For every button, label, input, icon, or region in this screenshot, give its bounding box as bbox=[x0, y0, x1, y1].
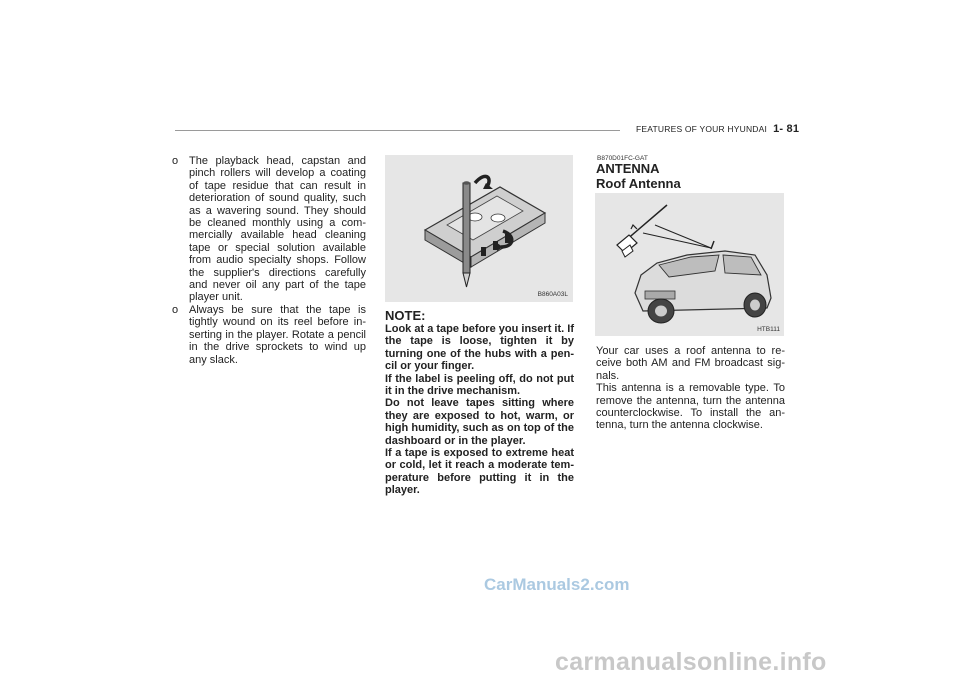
section-code: B870D01FC-GAT bbox=[597, 155, 648, 162]
section-subtitle: Roof Antenna bbox=[596, 176, 681, 191]
tape-care-column bbox=[172, 155, 366, 366]
figure-code: HTB111 bbox=[757, 326, 780, 333]
cassette-pencil-illustration bbox=[385, 155, 573, 302]
note-paragraph: If a tape is exposed to extreme heat or cold, let it reach a moderate tem-perature before putting it in the player. bbox=[385, 447, 574, 497]
watermark-link[interactable]: CarManuals2.com bbox=[484, 575, 630, 594]
header-rule bbox=[175, 130, 620, 131]
bullet-mark: o bbox=[172, 155, 179, 167]
note-paragraph: Do not leave tapes sitting where they are exposed to hot, warm, or high humidity, such as on top of the dashboard or in the player. bbox=[385, 397, 574, 447]
bullet-mark: o bbox=[172, 303, 179, 316]
note-title: NOTE: bbox=[385, 308, 426, 323]
watermark-text: carmanualsonline.info bbox=[555, 648, 827, 676]
page-header bbox=[636, 123, 799, 135]
antenna-paragraph: Your car uses a roof antenna to re-ceive both AM and FM broadcast sig-nals. bbox=[596, 345, 785, 382]
section-title: ANTENNA bbox=[596, 161, 660, 176]
cassette-figure bbox=[385, 155, 573, 302]
bullet-item bbox=[172, 304, 366, 366]
note-block bbox=[385, 308, 574, 497]
note-paragraph: Look at a tape before you insert it. If the tape is loose, tighten it by turning one of the hubs with a pen-cil or your finger. bbox=[385, 323, 574, 373]
antenna-paragraph: This antenna is a removable type. To remove the antenna, turn the antenna counterclockwise. To install the an-tenna, turn the antenna clockwise. bbox=[596, 382, 785, 432]
antenna-figure bbox=[595, 193, 784, 336]
figure-code: B860A03L bbox=[537, 291, 568, 298]
bullet-text: Always be sure that the tape is tightly wound on its reel before in-serting in the player. Rotate a pencil in the drive sprockets to wind up any slack. bbox=[189, 303, 366, 366]
car-roof-antenna-illustration bbox=[595, 193, 784, 336]
bullet-item bbox=[172, 155, 366, 304]
header-section: FEATURES OF YOUR HYUNDAI bbox=[636, 124, 768, 134]
note-paragraph: If the label is peeling off, do not put it in the drive mechanism. bbox=[385, 372, 574, 398]
antenna-text bbox=[596, 345, 785, 432]
page-number: 1- 81 bbox=[773, 123, 800, 135]
bullet-text: The playback head, capstan and pinch rollers will develop a coating of tape residue that can result in deterioration of sound quality, such as a wavering sound. They should be cleaned monthly using a com-mercially available head cleaning tape or special solution available from audio specialty shops. Follow the supplier's directions carefully and never oil any part of the tape player unit. bbox=[189, 155, 366, 304]
